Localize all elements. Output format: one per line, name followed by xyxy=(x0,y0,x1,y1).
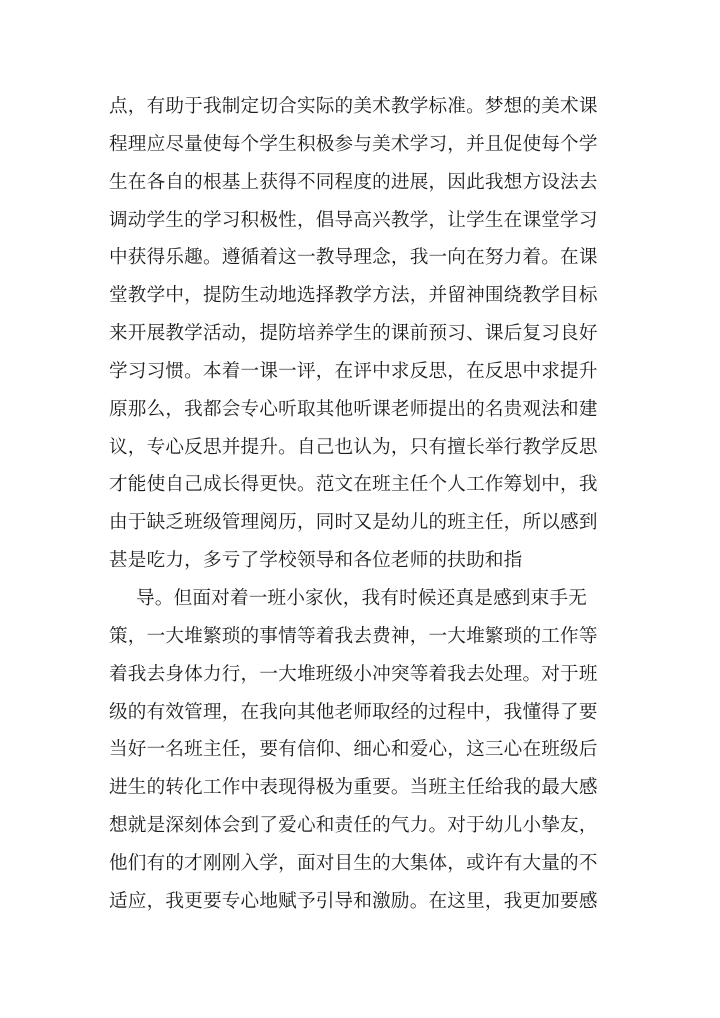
text-line: 甚是吃力，多亏了学校领导和各位老师的扶助和指 xyxy=(109,550,523,572)
text-line: 着我去身体力行，一大堆班级小冲突等着我去处理。对于班 xyxy=(109,663,598,685)
text-line: 原那么，我都会专心听取其他听课老师提出的名贵观法和建 xyxy=(109,398,598,420)
text-line: 学习习惯。本着一课一评，在评中求反思，在反思中求提升 xyxy=(109,360,598,382)
text-line: 堂教学中，提防生动地选择教学方法，并留神围绕教学目标 xyxy=(109,285,598,307)
text-line: 适应，我更要专心地赋予引导和激励。在这里，我更加要感 xyxy=(109,890,598,912)
text-line: 调动学生的学习积极性，倡导高兴教学，让学生在课堂学习 xyxy=(109,209,598,231)
text-line: 级的有效管理，在我向其他老师取经的过程中，我懂得了要 xyxy=(109,701,598,723)
text-line: 进生的转化工作中表现得极为重要。当班主任给我的最大感 xyxy=(109,777,598,799)
text-line: 当好一名班主任，要有信仰、细心和爱心，这三心在班级后 xyxy=(109,739,598,761)
text-line: 想就是深刻体会到了爱心和责任的气力。对于幼儿小挚友， xyxy=(109,815,598,837)
text-line: 程理应尽量使每个学生积极参与美术学习，并且促使每个学 xyxy=(109,133,598,155)
text-line: 中获得乐趣。遵循着这一教导理念，我一向在努力着。在课 xyxy=(109,247,598,269)
text-line: 来开展教学活动，提防培养学生的课前预习、课后复习良好 xyxy=(109,323,598,345)
paragraph-first-line: 导。但面对着一班小家伙，我有时候还真是感到束手无 xyxy=(136,587,588,609)
text-line: 议，专心反思并提升。自己也认为，只有擅长举行教学反思 xyxy=(109,436,598,458)
text-line: 他们有的才刚刚入学，面对目生的大集体，或许有大量的不 xyxy=(109,852,598,874)
text-line: 由于缺乏班级管理阅历，同时又是幼儿的班主任，所以感到 xyxy=(109,512,598,534)
text-line: 点，有助于我制定切合实际的美术教学标准。梦想的美术课 xyxy=(109,96,598,117)
text-line: 才能使自己成长得更快。范文在班主任个人工作筹划中，我 xyxy=(109,474,598,496)
text-line: 生在各自的根基上获得不同程度的进展，因此我想方设法去 xyxy=(109,171,598,193)
text-line: 策，一大堆繁琐的事情等着我去费神，一大堆繁琐的工作等 xyxy=(109,625,598,647)
document-body xyxy=(109,88,614,921)
